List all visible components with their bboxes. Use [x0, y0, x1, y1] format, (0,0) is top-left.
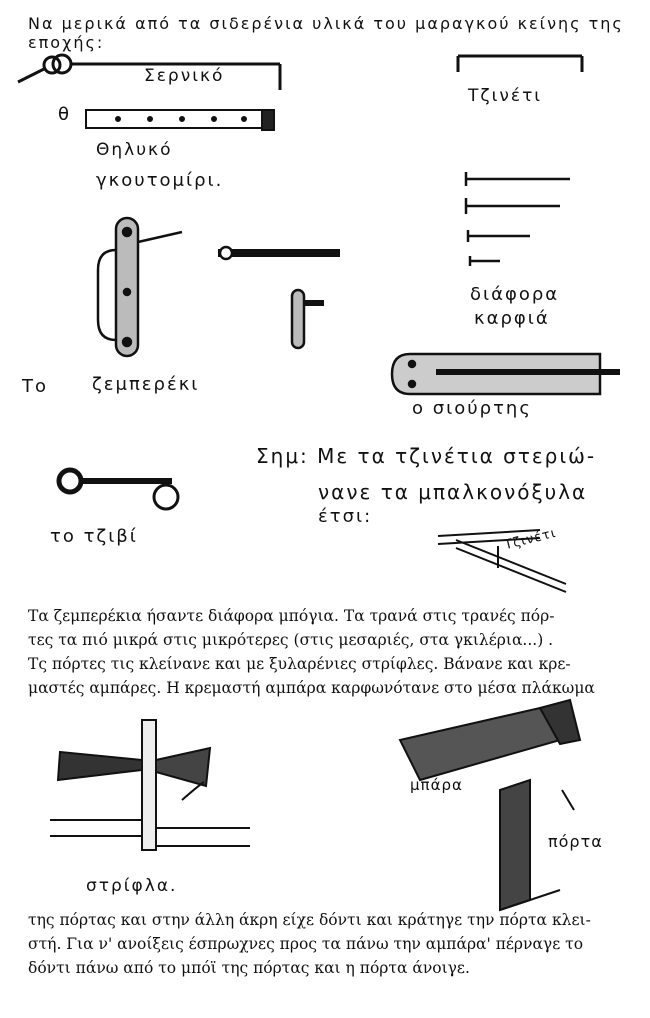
paragraph-2-line-1: της πόρτας και στην άλλη άκρη είχε δόντι και κράτηγε την πόρτα κλει- — [28, 911, 591, 929]
nails-drawing — [466, 172, 570, 266]
label-theta: θ — [58, 104, 72, 125]
paragraph-1 — [28, 604, 628, 700]
label-zemperekiA: Το — [22, 376, 49, 397]
paragraph-1-line-2: τες τα πιό μικρά στις μικρότερες (στις μεσαριές, στα γκιλέρια...) . — [28, 631, 554, 649]
label-zemperekiB: ζεμπερέκι — [92, 374, 200, 395]
label-strifla: στρίφλα. — [86, 876, 178, 896]
tzineti-drawing — [458, 56, 582, 72]
siourtis-drawing — [392, 354, 620, 394]
paragraph-2 — [28, 908, 628, 980]
strifla-drawing — [50, 720, 250, 850]
bara-drawing — [400, 700, 580, 910]
label-karfia: καρφιά — [474, 308, 550, 329]
zemperekia-drawing — [98, 218, 340, 356]
label-tzivi: το τζιβί — [50, 526, 138, 547]
tzivi-drawing — [59, 470, 178, 509]
label-bara: μπάρα — [410, 776, 463, 794]
paragraph-2-line-3: δόντι πάνω από το μπόϊ της πόρτας και η πόρτα άνοιγε. — [28, 959, 470, 977]
label-tzineti-small: Τζινέτι — [502, 525, 558, 554]
label-serniko: Σερνικό — [144, 66, 225, 86]
page-heading: Να μερικά από τα σιδερένια υλικά του μαραγκού κείνης της εποχής: — [28, 14, 624, 52]
paragraph-1-line-4: μαστές αμπάρες. Η κρεμαστή αμπάρα καρφωνότανε στο μέσα πλάκωμα — [28, 679, 595, 697]
label-tzineti: Τζινέτι — [468, 86, 543, 106]
gkoutomiri-drawing — [86, 110, 274, 130]
label-gkoutomiri: γκουτομίρι. — [96, 170, 224, 191]
paragraph-2-line-2: στή. Για ν' ανοίξεις έσπρωχνες προς τα πάνω την αμπάρα' πέρναγε το — [28, 935, 584, 953]
note-line2: νανε τα μπαλκονόξυλα — [318, 480, 588, 504]
label-porta: πόρτα — [548, 832, 603, 851]
note-line3: έτσι: — [318, 506, 373, 527]
label-diafora: διάφορα — [470, 284, 560, 305]
label-thilyko: Θηλυκό — [96, 140, 173, 160]
paragraph-1-line-3: Τς πόρτες τις κλείνανε και με ξυλαρένιες στρίφλες. Βάνανε και κρε- — [28, 655, 571, 673]
note-line1: Σημ: Με τα τζινέτια στεριώ- — [256, 444, 597, 468]
paragraph-1-line-1: Τα ζεμπερέκια ήσαντε διάφορα μπόγια. Τα τρανά στις τρανές πόρ- — [28, 607, 555, 625]
label-siourtis: ο σιούρτης — [412, 398, 532, 419]
